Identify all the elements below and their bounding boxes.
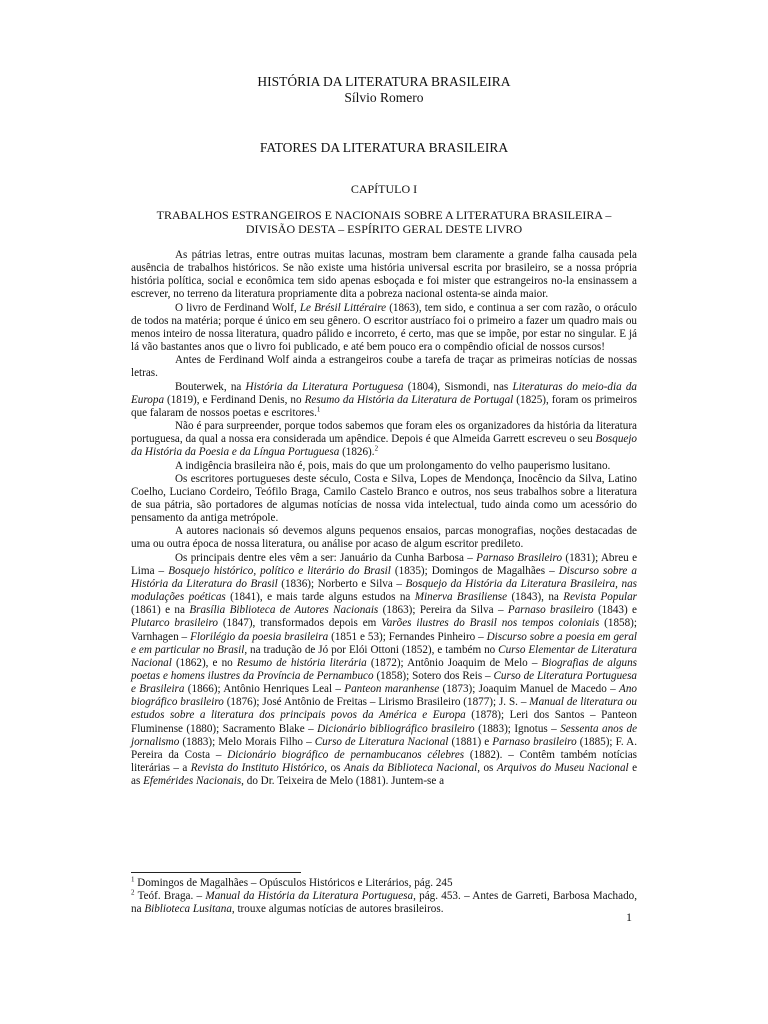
text-run: Os principais dentre eles vêm a ser: Januário da Cunha Barbosa – <box>175 551 477 564</box>
text-run: Domingos de Magalhães – Opúsculos Históricos e Literários, pág. 245 <box>134 877 453 889</box>
italic-text: Brasília Biblioteca de Autores Nacionais <box>189 604 379 617</box>
text-run: (1858); Sotero dos Reis – <box>373 670 494 682</box>
italic-text: Revista Popular <box>563 591 638 604</box>
italic-text: Curso de Literatura Nacional <box>314 735 449 748</box>
text-run: (1873); Joaquim Manuel de Macedo – <box>439 683 620 696</box>
text-run: (1841), e mais tarde alguns estudos na <box>225 591 415 604</box>
text-run: Antes de Ferdinand Wolf ainda a estrangeiros coube a tarefa de traçar as primeiras notícias de nossas letras. <box>131 354 637 380</box>
text-run: (1863); Pereira da Silva – <box>378 604 508 617</box>
text-run: e as <box>131 762 638 788</box>
italic-text: Parnaso brasileiro <box>492 735 577 748</box>
text-run: (1847), transformados depois em <box>217 617 382 630</box>
text-run: (1885); F. A. Pereira da Costa – <box>131 735 637 761</box>
text-run: (1878); Leri dos Santos – Panteon Fluminense (1880); Sacramento Blake – <box>131 709 637 735</box>
italic-text: Manual de literatura ou estudos sobre a literatura dos principais povos da América e Europa <box>131 696 637 722</box>
footnote-ref: 1 <box>131 875 135 884</box>
italic-text: Sessenta anos de jornalismo <box>131 722 638 748</box>
italic-text: Arquivos do Museu Nacional <box>496 762 629 775</box>
italic-text: Plutarco brasileiro <box>131 617 218 630</box>
italic-text: Curso de Literatura Portuguesa e Brasileira <box>131 670 637 696</box>
italic-text: História da Literatura Portuguesa <box>245 380 404 393</box>
italic-text: Panteon maranhense <box>344 683 440 696</box>
text-run: (1872); Antônio Joaquim de Melo – <box>366 656 542 669</box>
text-run: (1862), e no <box>171 656 237 669</box>
footnote-ref: 1 <box>316 405 321 414</box>
paragraph <box>131 302 637 355</box>
text-run: (1831); Abreu e Lima – <box>131 551 638 577</box>
text-run: (1863), tem sido, e continua a ser com razão, o oráculo de todos na matéria; porque é único em seu gênero. O escritor austríaco foi o primeiro a fazer um quadro mais ou menos inteiro de nossa literatura, quadro pálido e incorreto, é certo, mas que se impõe, por estar no singular. E já lá vão bastantes anos que o livro foi publicado, e até bem pouco era o compêndio oficial de nossos cursos! <box>131 301 638 354</box>
italic-text: Parnaso Brasileiro <box>476 551 563 564</box>
text-run: , os <box>477 762 497 775</box>
text-run: Teóf. Braga. – <box>134 890 206 903</box>
italic-text: Minerva Brasiliense <box>414 591 508 604</box>
italic-text: Literaturas do meio-dia da Europa <box>131 380 637 406</box>
footnote-ref: 2 <box>131 888 135 897</box>
chapter-title: TRABALHOS ESTRANGEIROS E NACIONAIS SOBRE A LITERATURA BRASILEIRA – DIVISÃO DESTA – ESPÍRITO GERAL DESTE LIVRO <box>156 208 612 236</box>
text-run: A indigência brasileira não é, pois, mais do que um prolongamento do velho pauperismo lusitano. <box>175 459 611 472</box>
text-run: (1835); Domingos de Magalhães – <box>390 564 559 577</box>
paragraph <box>131 354 637 380</box>
section-title: FATORES DA LITERATURA BRASILEIRA <box>259 140 509 155</box>
text-run: (1883); Ignotus – <box>474 722 561 735</box>
italic-text: Parnaso brasileiro <box>507 604 594 617</box>
text-run: , os <box>324 762 344 775</box>
text-run: (1858); Varnhagen – <box>131 617 637 643</box>
italic-text: Bosquejo da História da Literatura Brasileira, nas modulações poéticas <box>131 577 637 604</box>
italic-text: Efemérides Nacionais <box>143 775 242 788</box>
paragraph <box>131 460 637 473</box>
text-run: (1882). – Contêm também notícias literárias – a <box>131 748 637 775</box>
body-text <box>131 249 637 788</box>
text-run: (1881) e <box>448 735 493 748</box>
text-run: A autores nacionais só devemos alguns pequenos ensaios, parcas monografias, noções destacadas de uma ou outra época de nossa literatura, ou análise por acaso de algum escritor predileto. <box>131 525 637 551</box>
footnotes <box>131 877 637 916</box>
text-run: (1861) e na <box>131 604 190 617</box>
italic-text: Bosquejo da História da Poesia e da Língua Portuguesa <box>131 433 637 459</box>
text-run: , na tradução de Jó por Elói Ottoni (1852), e também no <box>244 643 499 656</box>
paragraph <box>131 552 637 789</box>
text-run: (1843), na <box>507 591 564 604</box>
paragraph <box>131 249 637 302</box>
text-run: (1804), Sismondi, nas <box>403 380 513 393</box>
book-title: HISTÓRIA DA LITERATURA BRASILEIRA <box>257 74 511 89</box>
chapter-label: CAPÍTULO I <box>350 182 418 196</box>
italic-text: Florilégio da poesia brasileira <box>190 630 329 643</box>
italic-text: Resumo de história literária <box>236 656 367 669</box>
text-run: (1826). <box>339 446 375 459</box>
footnote-divider <box>131 872 301 873</box>
italic-text: Bosquejo histórico, político e literário do Brasil <box>168 564 391 577</box>
footnote-ref: 2 <box>374 444 379 453</box>
italic-text: Manual da História da Literatura Portuguesa <box>205 890 414 903</box>
paragraph <box>131 473 637 526</box>
text-run: (1825), foram os primeiros que falaram de nossos poetas e escritores. <box>131 393 638 419</box>
text-run: O livro de Ferdinand Wolf, <box>175 301 300 314</box>
paragraph <box>131 525 637 551</box>
text-run: (1851 e 53); Fernandes Pinheiro – <box>328 630 487 643</box>
text-run: (1836); Norberto e Silva – <box>277 577 406 590</box>
italic-text: Discurso sobre a História da Literatura do Brasil <box>131 564 637 590</box>
italic-text: Le Brésil Littéraire <box>299 301 387 314</box>
italic-text: Anais da Biblioteca Nacional <box>343 762 478 775</box>
text-run: , trouxe algumas notícias de autores brasileiros. <box>231 903 444 916</box>
text-run: (1819), e Ferdinand Denis, no <box>164 393 305 406</box>
italic-text: Curso Elementar de Literatura Nacional <box>131 643 638 669</box>
text-run: As pátrias letras, entre outras muitas lacunas, mostram bem claramente a grande falha causada pela ausência de trabalhos históricos. Se não existe uma história universal escrita por brasileiro, se a nossa própria história política, social e econômica tem sido apenas esboçada e foi mister que estrangeiros no-la ensinassem a escrever, no terreno da literatura propriamente dita a pobreza nacional ostenta-se ainda maior. <box>131 249 637 301</box>
italic-text: Revista do Instituto Histórico <box>190 762 325 775</box>
text-run: (1883); Melo Morais Filho – <box>179 735 315 748</box>
text-run: (1866); Antônio Henriques Leal – <box>184 683 345 696</box>
book-author: Sílvio Romero <box>344 90 424 105</box>
text-run: , pág. 453. – Antes de Garreti, Barbosa Machado, na <box>131 890 638 916</box>
text-run: Os escritores portugueses deste século, Costa e Silva, Lopes de Mendonça, Inocêncio da Silva, Latino Coelho, Luciano Cordeiro, Teófilo Braga, Camilo Castelo Branco e outros, nos seus trabalhos sobre a literatura de sua pátria, são portadores de algumas notícias de nossa vida intelectual, tudo ainda como um acessório do pensamento da antiga metrópole. <box>131 472 637 525</box>
text-run: (1843) e <box>593 604 638 617</box>
italic-text: Discurso sobre a poesia em geral e em particular no Brasil <box>131 630 637 656</box>
footnote <box>131 877 637 890</box>
paragraph <box>131 420 637 459</box>
italic-text: Dicionário biográfico de pernambucanos célebres <box>227 748 465 761</box>
document-heading <box>0 74 768 106</box>
text-run: Não é para surpreender, porque todos sabemos que foram eles os organizadores da história da literatura portuguesa, da qual a nossa era considerada um apêndice. Depois é que Almeida Garrett escreveu o seu <box>131 420 637 446</box>
italic-text: Biografias de alguns poetas e homens ilustres da Província de Pernambuco <box>131 656 637 682</box>
italic-text: Dicionário bibliográfico brasileiro <box>317 722 475 735</box>
italic-text: Ano biográfico brasileiro <box>131 683 637 709</box>
text-run: Bouterwek, na <box>175 380 246 393</box>
page-number: 1 <box>626 910 632 924</box>
italic-text: Resumo da História da Literatura de Portugal <box>304 393 514 406</box>
text-run: (1876); José Antônio de Freitas – Lirismo Brasileiro (1877); J. S. – <box>223 696 530 709</box>
footnote <box>131 890 637 916</box>
italic-text: Varões ilustres do Brasil nos tempos coloniais <box>381 617 600 630</box>
paragraph <box>131 381 637 420</box>
text-run: , do Dr. Teixeira de Melo (1881). Juntem-se a <box>241 775 445 788</box>
italic-text: Biblioteca Lusitana <box>144 903 232 916</box>
